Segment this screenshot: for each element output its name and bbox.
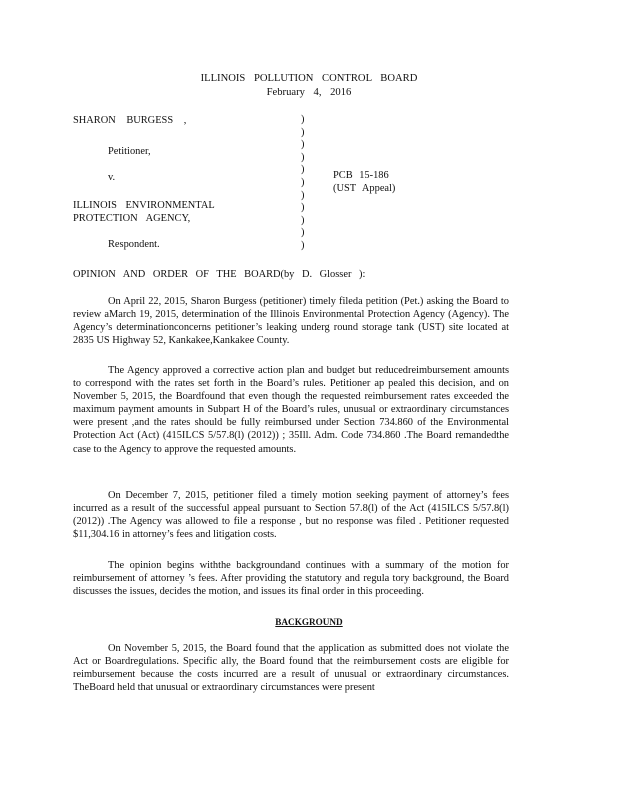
paragraph-5: On November 5, 2015, the Board found that the application as submitted does not violate the Act or Boardregulations. Specific ally, the Board found that the reimbursement costs are eligible for reimbursement because the costs incurred are a result of unusual or extraordinary circumstances. TheBoard held that unusual or extraordinary circumstances were present [73, 643, 509, 694]
petitioner-label: Petitioner, [108, 146, 151, 157]
paragraph-1: On April 22, 2015, Sharon Burgess (petitioner) timely fileda petition (Pet.) asking the Board to review aMarch 19, 2015, determination of the Illinois Environmental Protection Agency (Agency). The Agency’s determinationconcerns petitioner’s leaking underg round storage tank (UST) site located at 2835 US Highway 52, Kankakee,Kankakee County. [73, 296, 509, 347]
case-number-block [333, 169, 395, 195]
paren: ) [301, 151, 305, 163]
paren: ) [301, 214, 305, 226]
caption-paren-column [301, 114, 304, 253]
board-name: ILLINOIS POLLUTION CONTROL BOARD [200, 73, 418, 84]
order-date: February 4, 2016 [266, 86, 352, 98]
case-type: (UST Appeal) [333, 183, 396, 194]
paren: ) [301, 164, 305, 176]
paren: ) [301, 176, 305, 188]
paren: ) [301, 239, 305, 251]
respondent-name-line-1: ILLINOIS ENVIRONMENTAL [73, 200, 215, 211]
paren: ) [301, 114, 305, 125]
respondent-name-line-2: PROTECTION AGENCY, [73, 213, 191, 224]
case-number: PCB 15-186 [333, 170, 389, 181]
petitioner-name: SHARON BURGESS , [73, 115, 187, 126]
opinion-heading: OPINION AND ORDER OF THE BOARD(by D. Glosser ): [73, 269, 366, 280]
versus-label: v. [108, 172, 116, 183]
paragraph-4: The opinion begins withthe backgroundand continues with a summary of the motion for reimbursement of attorney ’s fees. After providing the statutory and regula tory background, the Board discusses the issues, decides the motion, and issues its final order in this proceeding. [73, 560, 509, 598]
respondent-label: Respondent. [108, 239, 160, 250]
section-heading-background: BACKGROUND [275, 617, 343, 627]
paren: ) [301, 126, 305, 138]
paren: ) [301, 202, 305, 214]
paren: ) [301, 139, 305, 151]
paragraph-3: On December 7, 2015, petitioner filed a timely motion seeking payment of attorney’s fees incurred as a result of the successful appeal pursuant to Section 57.8(l) of the Act (415ILCS 5/57.8(l) (2012)) .The Agency was allowed to file a response , but no response was filed . Petitioner requested $11,304.16 in attorney’s fees and litigation costs. [73, 490, 509, 541]
paragraph-2: The Agency approved a corrective action plan and budget but reducedreimbursement amounts to correspond with the rates set forth in the Board’s rules. Petitioner ap pealed this decision, and on November 5, 2015, the Boardfound that even though the requested reimbursement rates exceeded the maximum payment amounts in Subpart H of the Board’s rules, unusual or extraordinary circumstances were present ,and the rates should be fully reimbursed under Section 734.860 of the Environmental Protection Act (Act) (415ILCS 5/57.8(l) (2012)) ; 35Ill. Adm. Code 734.860 .The Board remandedthe case to the Agency to approve the requested amounts. [73, 365, 509, 455]
paren: ) [301, 227, 305, 239]
document-header [0, 72, 618, 99]
paren: ) [301, 189, 305, 201]
